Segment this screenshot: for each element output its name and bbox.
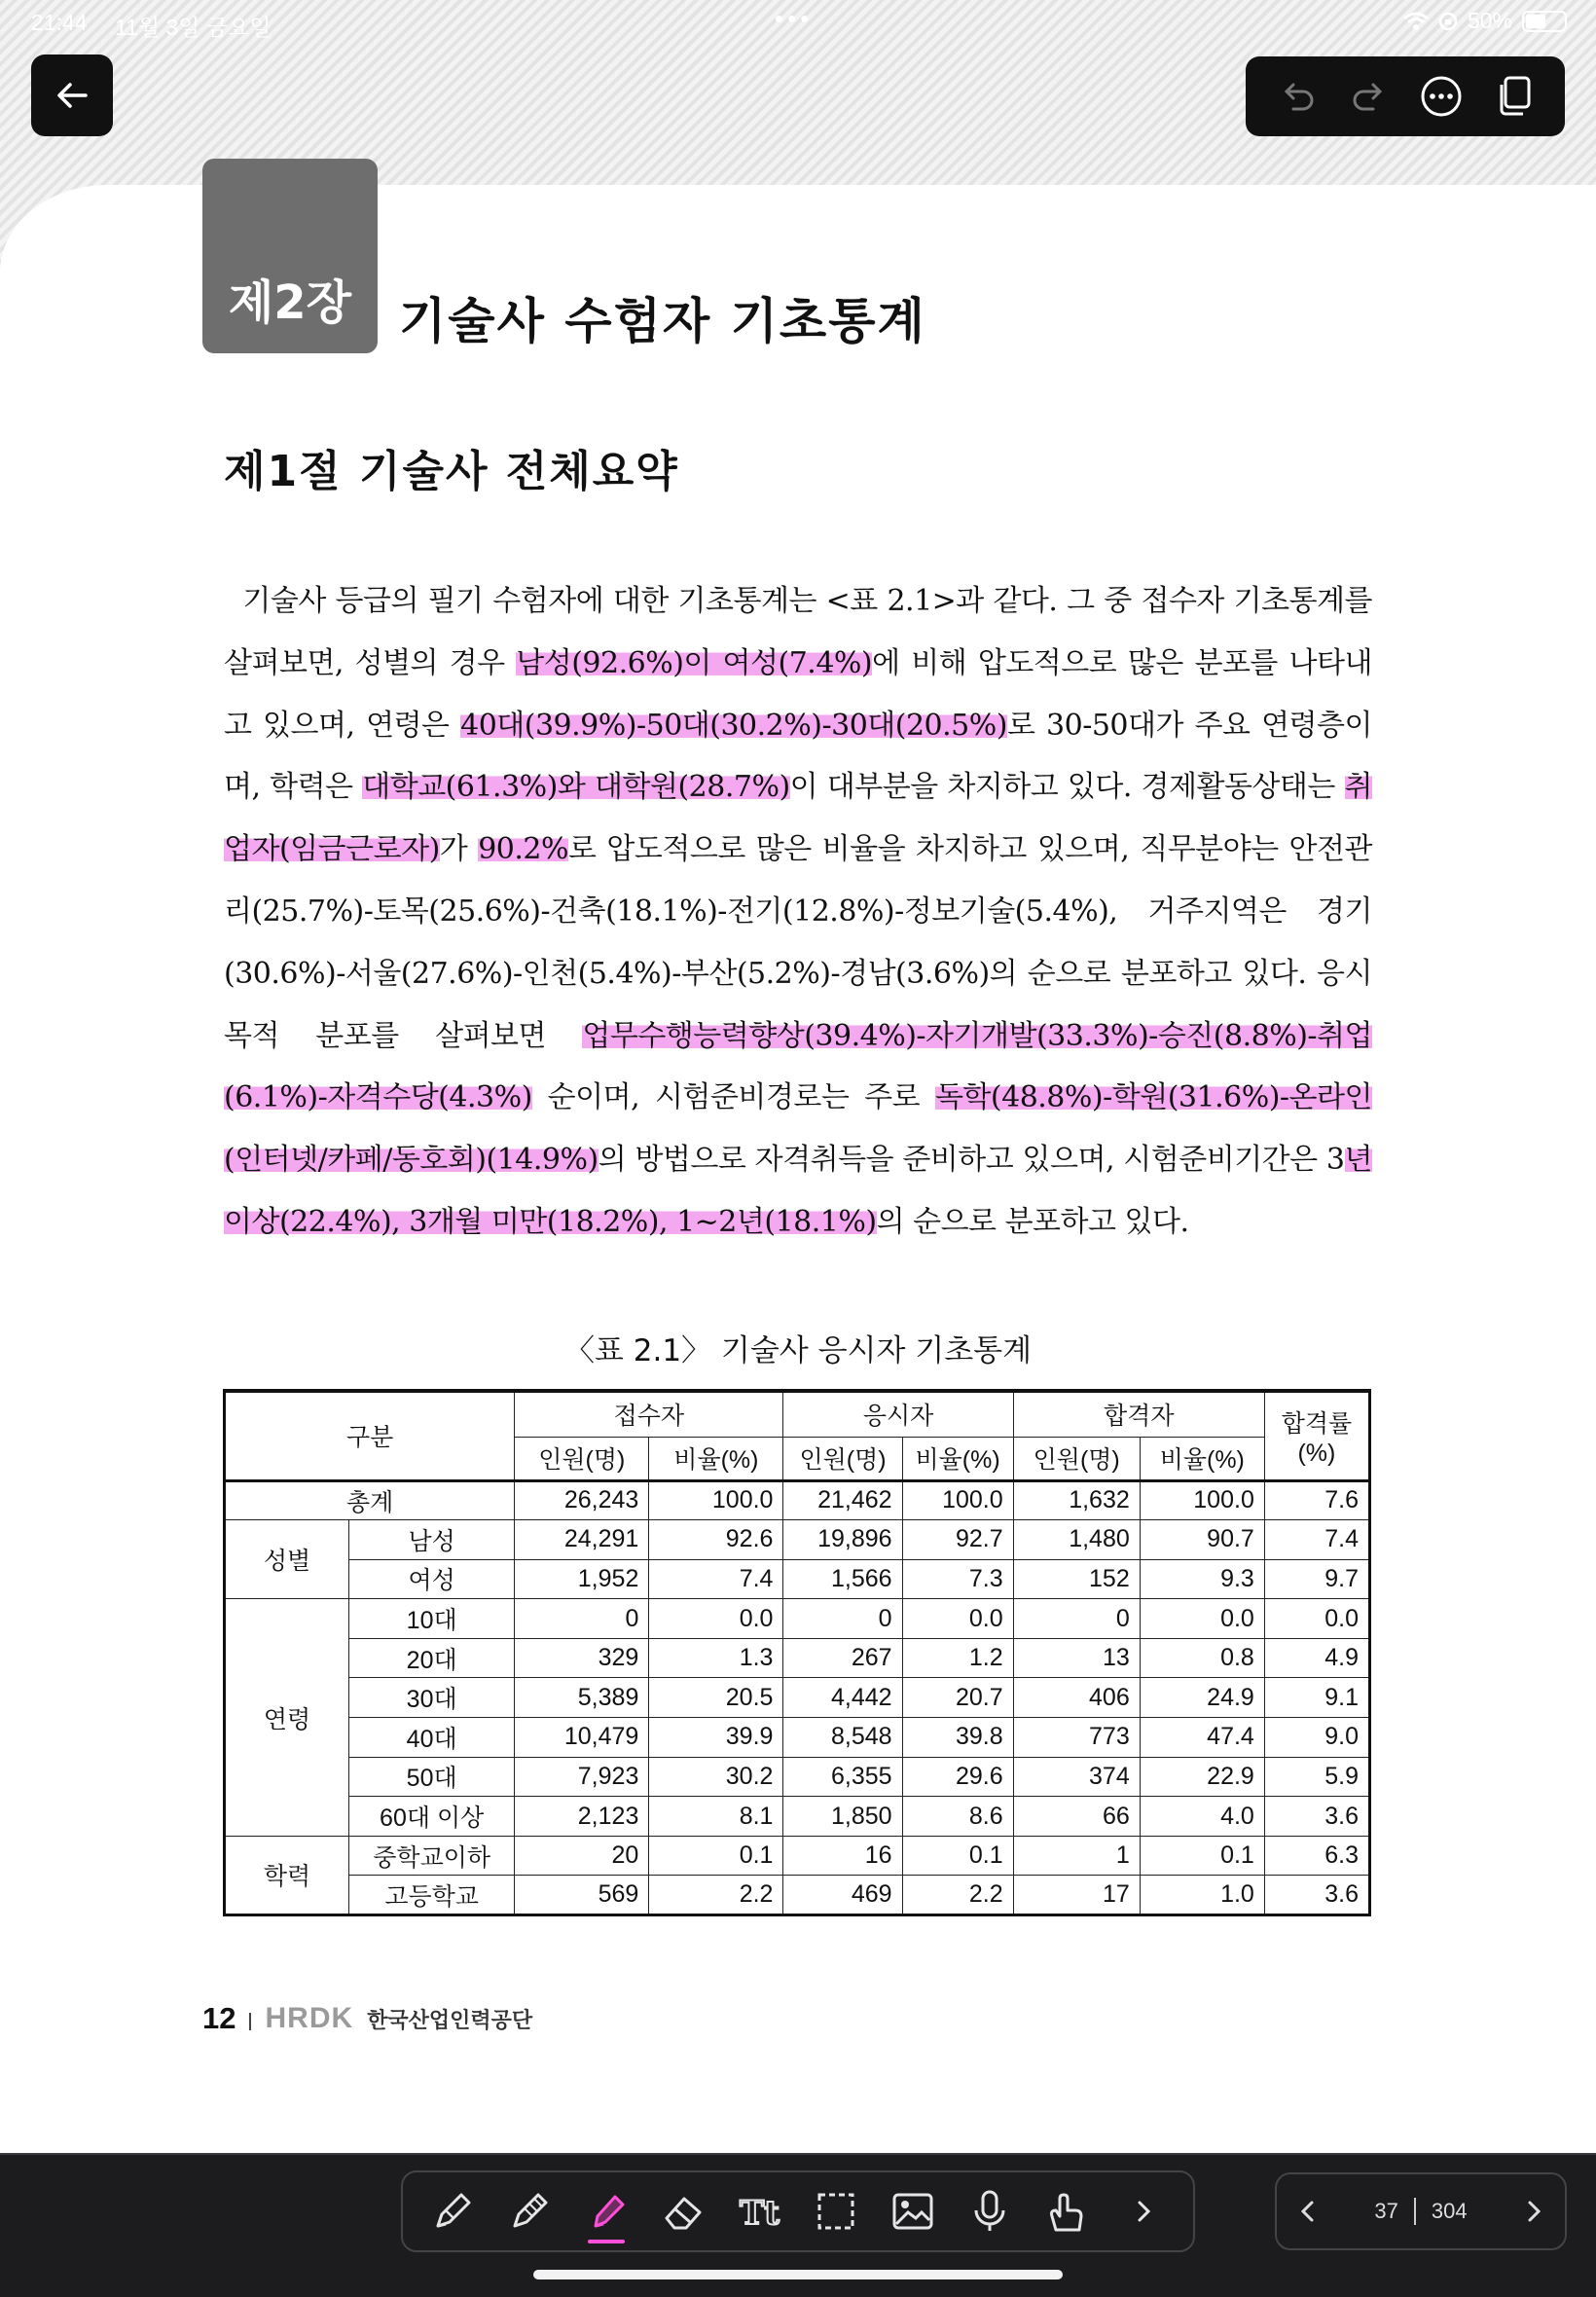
- statistics-table: [223, 1389, 1371, 1916]
- row-label: 여성: [349, 1559, 515, 1599]
- table-cell: 9.7: [1264, 1559, 1369, 1599]
- more-button[interactable]: [1416, 71, 1467, 122]
- text-tool-icon: [736, 2187, 784, 2236]
- back-button[interactable]: [31, 55, 113, 136]
- table-cell: 1: [1013, 1836, 1140, 1876]
- table-cell: 3.6: [1264, 1797, 1369, 1837]
- pen-icon: [428, 2187, 477, 2236]
- table-cell: 20.5: [649, 1678, 783, 1718]
- lasso-select-icon: [812, 2187, 860, 2236]
- page-counter-divider: [1414, 2198, 1416, 2225]
- table-cell: 1.3: [649, 1638, 783, 1678]
- table-cell: 10,479: [515, 1718, 649, 1758]
- table-cell: 9.3: [1140, 1559, 1264, 1599]
- table-body: [225, 1480, 1370, 1915]
- table-cell: 773: [1013, 1718, 1140, 1758]
- table-cell: 374: [1013, 1757, 1140, 1797]
- paragraph-text: 가: [439, 832, 479, 867]
- paragraph-text: 순이며, 시험준비경로는 주로: [531, 1080, 935, 1115]
- highlighter-icon: [582, 2187, 631, 2236]
- table-cell: 24.9: [1140, 1678, 1264, 1718]
- hand-gesture-tool-button[interactable]: [1038, 2183, 1095, 2240]
- table-cell: 8.6: [902, 1797, 1013, 1837]
- table-cell: 20.7: [902, 1678, 1013, 1718]
- paragraph-indent: [224, 584, 242, 618]
- page-navigator: [1275, 2172, 1567, 2250]
- eraser-tool-button[interactable]: [655, 2183, 711, 2240]
- table-cell: 8,548: [783, 1718, 902, 1758]
- table-cell: 6.3: [1264, 1836, 1369, 1876]
- microphone-icon: [965, 2187, 1014, 2236]
- table-cell: 0: [1013, 1599, 1140, 1639]
- chapter-label: [202, 159, 378, 353]
- table-cell: 100.0: [902, 1480, 1013, 1520]
- table-cell: 329: [515, 1638, 649, 1678]
- paragraph-text: 에 비해 압도적으로 많은 분포를 나타내고 있으며, 연령은: [224, 645, 1372, 743]
- row-label: 중학교이하: [349, 1836, 515, 1876]
- table-cell: 13: [1013, 1638, 1140, 1678]
- table-cell: 7.6: [1264, 1480, 1369, 1520]
- page-counter[interactable]: [1374, 2198, 1467, 2225]
- next-page-icon[interactable]: [1520, 2198, 1547, 2225]
- table-row-total: [225, 1480, 1370, 1520]
- document-toolbar: [1246, 56, 1565, 136]
- table-cell: 7.4: [1264, 1520, 1369, 1560]
- status-bar: [0, 0, 1596, 45]
- table-cell: 16: [783, 1836, 902, 1876]
- row-label: 40대: [349, 1718, 515, 1758]
- redo-button[interactable]: [1344, 71, 1395, 122]
- table-cell: 1.0: [1140, 1876, 1264, 1915]
- group-label: 학력: [225, 1836, 349, 1914]
- table-cell: 1.2: [902, 1638, 1013, 1678]
- header-applicants: 접수자: [515, 1391, 783, 1437]
- table-cell: 1,952: [515, 1559, 649, 1599]
- table-cell: 4.0: [1140, 1797, 1264, 1837]
- table-row: [225, 1599, 1370, 1639]
- undo-icon: [1280, 82, 1315, 111]
- table-cell: 39.8: [902, 1718, 1013, 1758]
- eraser-icon: [659, 2187, 707, 2236]
- subheader-cell: 비율(%): [902, 1437, 1013, 1480]
- header-pass-rate-unit: (%): [1297, 1439, 1336, 1467]
- table-cell: 7,923: [515, 1757, 649, 1797]
- table-cell: 21,462: [783, 1480, 902, 1520]
- table-cell: 0.0: [1140, 1599, 1264, 1639]
- table-row: [225, 1638, 1370, 1678]
- table-row: [225, 1876, 1370, 1915]
- image-icon: [889, 2187, 937, 2236]
- highlighted-text: 40대(39.9%)-50대(30.2%)-30대(20.5%): [460, 708, 1007, 743]
- text-tool-button[interactable]: [732, 2183, 788, 2240]
- table-cell: 1,850: [783, 1797, 902, 1837]
- tool-palette: [401, 2170, 1195, 2252]
- row-label: 총계: [225, 1480, 515, 1520]
- paragraph-text: 의 방법으로 자격취득을 준비하고 있으며, 시험준비기간은 3: [598, 1143, 1345, 1178]
- table-row: [225, 1718, 1370, 1758]
- subheader-cell: 인원(명): [515, 1437, 649, 1480]
- table-cell: 1,480: [1013, 1520, 1140, 1560]
- rotation-lock-icon: [1438, 12, 1458, 31]
- row-label: 남성: [349, 1520, 515, 1560]
- chevron-right-icon: [1129, 2197, 1158, 2226]
- table-cell: 22.9: [1140, 1757, 1264, 1797]
- page-footer: [202, 2001, 532, 2036]
- chapter-title: 기술사 수험자 기초통계: [399, 293, 926, 349]
- status-time: 21:44: [31, 10, 88, 35]
- table-cell: 7.4: [649, 1559, 783, 1599]
- more-icon: [1420, 75, 1463, 118]
- table-cell: 5.9: [1264, 1757, 1369, 1797]
- table-cell: 0: [515, 1599, 649, 1639]
- table-cell: 90.7: [1140, 1520, 1264, 1560]
- table-cell: 267: [783, 1638, 902, 1678]
- subheader-cell: 비율(%): [649, 1437, 783, 1480]
- svg-text:Tt: Tt: [739, 2194, 780, 2233]
- back-arrow-icon: [53, 76, 91, 115]
- table-cell: 2.2: [902, 1876, 1013, 1915]
- table-cell: 0.8: [1140, 1638, 1264, 1678]
- table-cell: 3.6: [1264, 1876, 1369, 1915]
- table-cell: 4,442: [783, 1678, 902, 1718]
- section-title: 제1절 기술사 전체요약: [224, 447, 679, 496]
- row-label: 10대: [349, 1599, 515, 1639]
- table-cell: 20: [515, 1836, 649, 1876]
- table-cell: 92.7: [902, 1520, 1013, 1560]
- wifi-icon: [1403, 12, 1429, 31]
- header-category: 구분: [225, 1391, 515, 1480]
- table-row: [225, 1520, 1370, 1560]
- table-cell: 0.1: [1140, 1836, 1264, 1876]
- row-label: 30대: [349, 1678, 515, 1718]
- row-label: 고등학교: [349, 1876, 515, 1915]
- table-row: [225, 1678, 1370, 1718]
- table-cell: 2.2: [649, 1876, 783, 1915]
- highlighted-text: 년이상(22.4%), 3개월 미만(18.2%), 1~2년(18.1%): [224, 1143, 1372, 1239]
- table-cell: 19,896: [783, 1520, 902, 1560]
- table-cell: 100.0: [1140, 1480, 1264, 1520]
- table-cell: 0.0: [1264, 1599, 1369, 1639]
- table-cell: 100.0: [649, 1480, 783, 1520]
- multitask-dots-icon[interactable]: •••: [775, 4, 814, 33]
- table-cell: 1,632: [1013, 1480, 1140, 1520]
- table-cell: 2,123: [515, 1797, 649, 1837]
- row-label: 20대: [349, 1638, 515, 1678]
- table-cell: 0: [783, 1599, 902, 1639]
- paragraph-text: 로 압도적으로 많은 비율을 차지하고 있으며, 직무분야는 안전관리(25.7%)-토목(25.6%)-건축(18.1%)-전기(12.8%)-정보기술(5.4%), 거주지역은 경기(30.6%)-서울(27.6%)-인천(5.4%)-부산(5.2%)-경남(3.6%)의 순으로 분포하고 있다. 응시목적 분포를 살펴보면: [224, 832, 1372, 1053]
- footer-divider: [249, 2013, 251, 2030]
- status-indicators: [1403, 8, 1567, 34]
- table-header-row: [225, 1391, 1370, 1437]
- table-cell: 26,243: [515, 1480, 649, 1520]
- header-passers: 합격자: [1013, 1391, 1264, 1437]
- hand-gesture-icon: [1042, 2187, 1091, 2236]
- table-cell: 152: [1013, 1559, 1140, 1599]
- row-label: 60대 이상: [349, 1797, 515, 1837]
- table-row: [225, 1797, 1370, 1837]
- organization-name: 한국산업인력공단: [367, 2007, 533, 2032]
- table-cell: 569: [515, 1876, 649, 1915]
- paragraph-text: 기술사 등급의 필기 수험자에 대한 기초통계는 <표 2.1>과 같다. 그 중 접수자 기초통계를 살펴보면, 성별의 경우: [224, 584, 1373, 680]
- pages-icon: [1494, 75, 1533, 118]
- table-cell: 47.4: [1140, 1718, 1264, 1758]
- table-cell: 24,291: [515, 1520, 649, 1560]
- microphone-tool-button[interactable]: [961, 2183, 1018, 2240]
- header-examinees: 응시자: [783, 1391, 1013, 1437]
- hrdk-logo: HRDK: [265, 2002, 354, 2034]
- subheader-cell: 인원(명): [783, 1437, 902, 1480]
- status-date: 11월 3일 금요일: [115, 15, 272, 40]
- table-row: [225, 1559, 1370, 1599]
- pages-button[interactable]: [1488, 71, 1539, 122]
- table-cell: 92.6: [649, 1520, 783, 1560]
- table-cell: 1,566: [783, 1559, 902, 1599]
- pen-tool-button[interactable]: [424, 2183, 481, 2240]
- table-cell: 66: [1013, 1797, 1140, 1837]
- table-cell: 0.1: [649, 1836, 783, 1876]
- highlighted-text: 독학(48.8%)-학원(31.6%)-온라인(인터넷/카페/동호회)(14.9%): [224, 1080, 1372, 1178]
- more-tools-button[interactable]: [1115, 2183, 1172, 2240]
- total-pages: 304: [1431, 2199, 1468, 2223]
- table-cell: 0.1: [902, 1836, 1013, 1876]
- pencil-tool-button[interactable]: [501, 2183, 558, 2240]
- highlighted-text: 취업자(임금근로자): [224, 770, 1372, 867]
- header-pass-rate-label: 합격률: [1281, 1409, 1353, 1438]
- lasso-tool-button[interactable]: [808, 2183, 864, 2240]
- battery-icon: [1522, 11, 1567, 32]
- table-row: [225, 1757, 1370, 1797]
- home-indicator[interactable]: [533, 2270, 1063, 2279]
- highlighted-text: 업무수행능력향상(39.4%)-자기개발(33.3%)-승진(8.8%)-취업(6.1%)-자격수당(4.3%): [224, 1018, 1372, 1115]
- row-label: 50대: [349, 1757, 515, 1797]
- paragraph-text: 로 30-50대가 주요 연령층이며, 학력은: [224, 708, 1372, 805]
- subheader-cell: 비율(%): [1140, 1437, 1264, 1480]
- highlighted-text: 대학교(61.3%)와 대학원(28.7%): [362, 770, 790, 805]
- chapter-label-text: 제2장: [228, 275, 352, 330]
- previous-page-icon[interactable]: [1294, 2198, 1322, 2225]
- table-cell: 8.1: [649, 1797, 783, 1837]
- group-label: 성별: [225, 1520, 349, 1599]
- table-cell: 7.3: [902, 1559, 1013, 1599]
- paragraph-text: 이 대부분을 차지하고 있다. 경제활동상태는: [789, 770, 1345, 805]
- table-caption: 〈표 2.1〉 기술사 응시자 기초통계: [563, 1333, 1033, 1368]
- body-paragraph: [224, 570, 1372, 1254]
- page-number: 12: [202, 2001, 236, 2035]
- table-cell: 29.6: [902, 1757, 1013, 1797]
- highlighted-text: 남성(92.6%)이 여성(7.4%): [516, 645, 873, 680]
- table-cell: 4.9: [1264, 1638, 1369, 1678]
- table-cell: 0.0: [902, 1599, 1013, 1639]
- table-cell: 9.1: [1264, 1678, 1369, 1718]
- table-cell: 6,355: [783, 1757, 902, 1797]
- table-cell: 30.2: [649, 1757, 783, 1797]
- undo-button[interactable]: [1272, 71, 1323, 122]
- paragraph-text: 의 순으로 분포하고 있다.: [876, 1204, 1189, 1239]
- table-cell: 5,389: [515, 1678, 649, 1718]
- table-cell: 39.9: [649, 1718, 783, 1758]
- battery-percent: 50%: [1467, 8, 1512, 33]
- image-tool-button[interactable]: [885, 2183, 941, 2240]
- redo-icon: [1352, 82, 1387, 111]
- pencil-icon: [505, 2187, 554, 2236]
- table-cell: 406: [1013, 1678, 1140, 1718]
- current-page: 37: [1374, 2199, 1398, 2223]
- table-cell: 9.0: [1264, 1718, 1369, 1758]
- table-cell: 0.0: [649, 1599, 783, 1639]
- table-cell: 17: [1013, 1876, 1140, 1915]
- highlighted-text: 90.2%: [478, 832, 568, 867]
- subheader-cell: 인원(명): [1013, 1437, 1140, 1480]
- table-cell: 469: [783, 1876, 902, 1915]
- group-label: 연령: [225, 1599, 349, 1837]
- highlighter-tool-button[interactable]: [578, 2183, 635, 2240]
- header-pass-rate: [1264, 1391, 1369, 1480]
- table-row: [225, 1836, 1370, 1876]
